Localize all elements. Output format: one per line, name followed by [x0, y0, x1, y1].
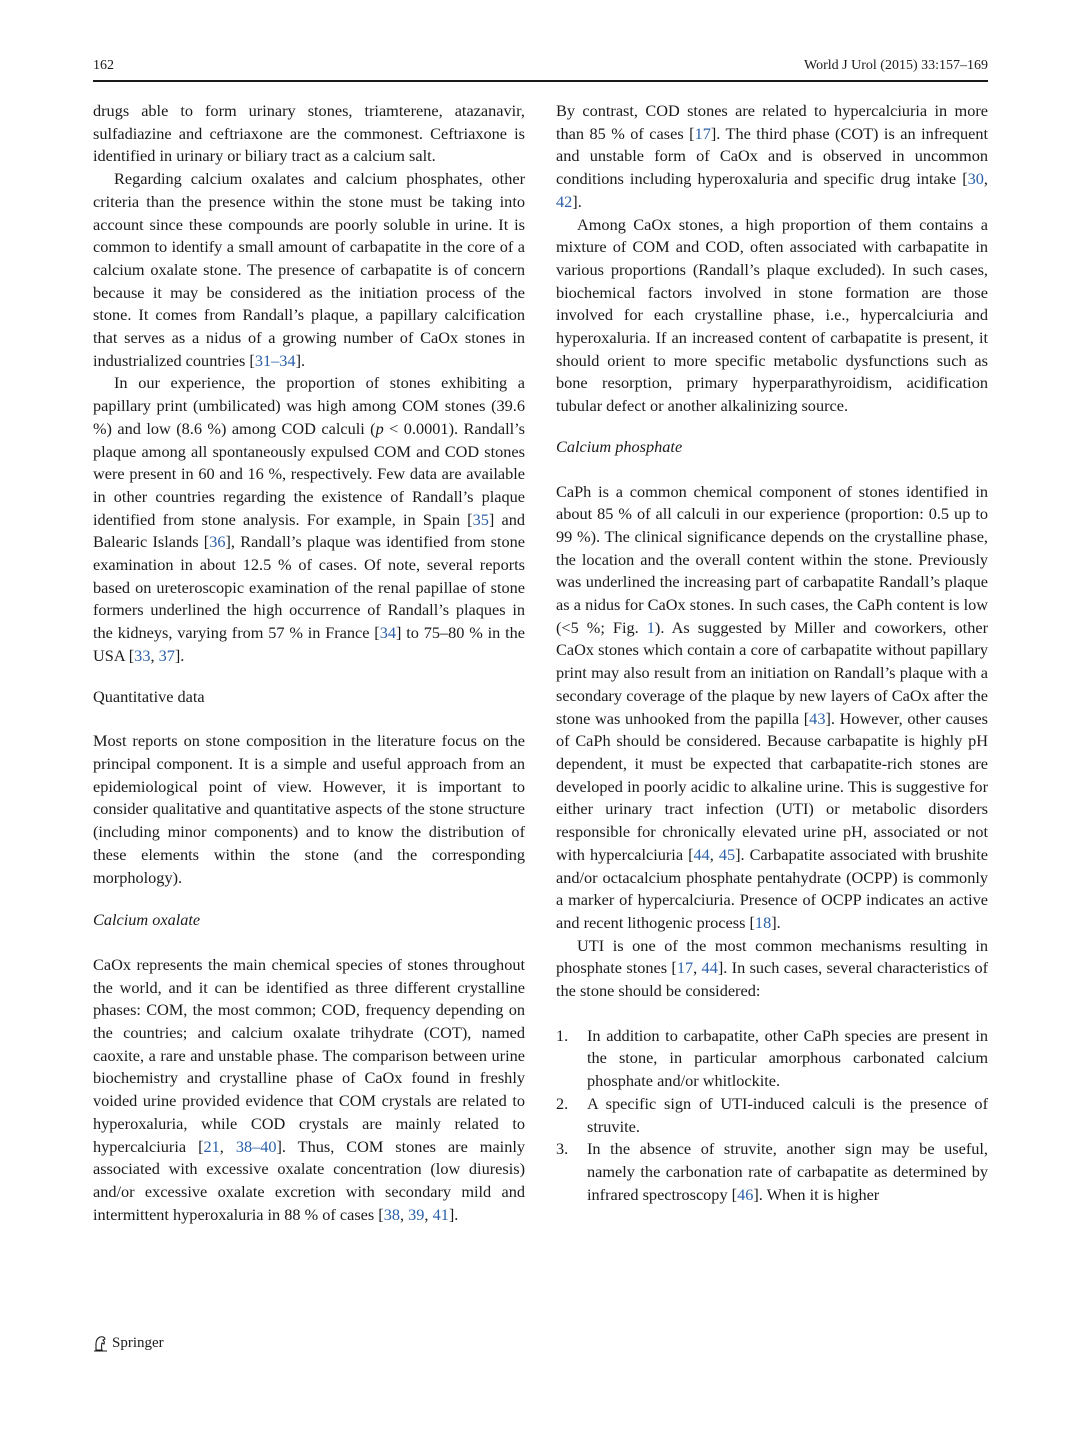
journal-citation: World J Urol (2015) 33:157–169 — [804, 58, 988, 73]
subsection-heading-calcium-oxalate: Calcium oxalate — [93, 910, 201, 930]
reference-link[interactable]: 35 — [472, 509, 489, 529]
reference-link[interactable]: 38 — [383, 1204, 400, 1224]
page-number: 162 — [93, 58, 114, 73]
list-number: 2. — [556, 1093, 569, 1113]
list-number: 1. — [556, 1025, 569, 1045]
section-heading-quantitative-data: Quantitative data — [93, 686, 205, 706]
reference-link[interactable]: 33 — [134, 645, 151, 665]
reference-link[interactable]: 30 — [967, 169, 984, 189]
list-number: 3. — [556, 1139, 569, 1159]
springer-horse-icon — [93, 1335, 108, 1352]
reference-link[interactable]: 42 — [556, 191, 573, 211]
reference-link[interactable]: 41 — [432, 1204, 449, 1224]
header-rule — [93, 80, 988, 82]
list-item: 1. In addition to carbapatite, other CaPh species are present in the stone, in particular amorphous carbonated calcium phosphate and/or whitlockite. — [556, 1025, 988, 1091]
reference-link[interactable]: 36 — [209, 532, 226, 552]
reference-link[interactable]: 21 — [203, 1136, 220, 1156]
running-header — [93, 56, 988, 78]
publisher-name: Springer — [112, 1335, 164, 1351]
reference-link[interactable]: 18 — [754, 912, 772, 932]
list-item: 3. In the absence of struvite, another sign may be useful, namely the carbonation rate of carbapatite as determined by infrared spectroscopy [46]. When it is higher — [556, 1139, 988, 1204]
reference-link[interactable]: 34 — [379, 623, 397, 643]
paragraph: CaPh is a common chemical component of stones identified in about 85 % of all calculi in our experience (proportion: 0.5 up to 99 %). The clinical significance depends on the crystalline phase, the location and the overall content within the stone. Previously was underlined the increasing part of carbapatite Randall’s plaque as a nidus for CaOx stones. In such cases, the CaPh content is low (<5 %; Fig. 1). As suggested by Miller and coworkers, other CaOx stones which contain a core of carbapatite without papillary print may also result from an initiation on Randall’s plaque with a secondary coverage of the plaque by new layers of CaOx after the stone was unhooked from the papilla [43]. However, other causes of CaPh should be considered. Because carbapatite is highly pH dependent, it must be expected that carbapatite-rich stones are developed in poorly acidic to alkaline urine. This is suggestive for either urinary tract infection (UTI) or metabolic disorders responsible for chronically elevated urine pH, associated or not with hypercalciuria [44, 45]. Carbapatite associated with brushite and/or octacalcium phosphate pentahydrate (OCPP) is commonly a marker of hypercalciuria. Presence of OCPP indicates an active and recent lithogenic process [18]. — [556, 481, 988, 932]
reference-link[interactable]: 44 — [701, 958, 718, 978]
reference-link[interactable]: 17 — [694, 123, 711, 143]
reference-link[interactable]: 45 — [718, 844, 736, 864]
paragraph: Most reports on stone composition in the literature focus on the principal component. It is a simple and useful approach from an epidemiological point of view. However, it is important to consider qualitative and quantitative aspects of the stone structure (including minor components) and to know the distribution of these elements within the stone (and the corresponding morphology). — [93, 731, 525, 887]
paragraph: In our experience, the proportion of stones exhibiting a papillary print (umbilicated) was high among COM stones (39.6 %) and low (8.6 %) among COD calculi (p < 0.0001). Randall’s plaque among all spontaneously expulsed COM and COD stones were present in 60 and 16 %, respectively. Few data are available in other countries regarding the existence of Randall’s plaque identified from stone analysis. For example, in Spain [35] and Balearic Islands [36], Randall’s plaque was identified from stone examination in about 12.5 % of cases. Of note, several reports based on ureteroscopic examination of the renal papillae of stone formers underlined the high occurrence of Randall’s plaques in the kidneys, varying from 57 % in France [34] to 75–80 % in the USA [33, 37]. — [93, 373, 526, 665]
reference-link[interactable]: 46 — [737, 1184, 754, 1204]
reference-link[interactable]: 43 — [809, 708, 826, 728]
list-item: 2. A specific sign of UTI-induced calculi is the presence of struvite. — [556, 1093, 988, 1136]
reference-link[interactable]: 38–40 — [235, 1136, 277, 1156]
paragraph: By contrast, COD stones are related to hypercalciuria in more than 85 % of cases [17]. The third phase (COT) is an infrequent and unstable form of CaOx and is observed in uncommon conditions including hyperoxaluria and specific drug intake [30, 42]. — [556, 101, 988, 211]
paragraph: CaOx represents the main chemical species of stones throughout the world, and it can be identified as three different crystalline phases: COM, the most common; COD, frequency depending on the countries; and calcium oxalate trihydrate (COT), named caoxite, a rare and unstable phase. The comparison between urine biochemistry and crystalline phase of CaOx found in freshly voided urine provided evidence that COM crystals are related to hyperoxaluria, while COD crystals are mainly related to hypercalciuria [21, 38–40]. Thus, COM stones are mainly associated with excessive oxalate concentration (low diuresis) and/or excessive oxalate excretion with secondary mild and intermittent hyperoxaluria in 88 % of cases [38, 39, 41]. — [93, 954, 526, 1224]
figure-link[interactable]: 1 — [646, 617, 655, 637]
reference-link[interactable]: 44 — [693, 844, 710, 864]
paragraph: Regarding calcium oxalates and calcium phosphates, other criteria than the presence within the stone must be taking into account since these compounds are poorly soluble in urine. It is common to identify a small amount of carbapatite in the core of a calcium oxalate stone. The presence of carbapatite is of concern because it may be considered as the initiation process of the stone. It comes from Randall’s plaque, a papillary calcification that serves as a nidus of a growing number of CaOx stones in industrialized countries [31–34]. — [93, 169, 525, 370]
reference-link[interactable]: 37 — [158, 645, 175, 665]
numbered-list — [556, 1025, 988, 1207]
reference-link[interactable]: 31–34 — [254, 350, 296, 370]
right-column — [556, 100, 988, 1206]
paragraph: Among CaOx stones, a high proportion of them contains a mixture of COM and COD, often associated with carbapatite in various proportions (Randall’s plaque excluded). In such cases, biochemical factors involved in stone formation are those involved for each crystalline phase, i.e., hypercalciuria and hyperoxaluria. If an increased content of carbapatite is present, it should orient to more specific metabolic dysfunctions such as bone resorption, primary hyperparathyroidism, acidification tubular defect or another alkalinizing source. — [556, 214, 988, 416]
left-column — [93, 100, 525, 1226]
subsection-heading-calcium-phosphate: Calcium phosphate — [556, 436, 683, 456]
paragraph: UTI is one of the most common mechanisms resulting in phosphate stones [17, 44]. In such cases, several characteristics of the stone should be considered: — [556, 935, 989, 1001]
page-footer — [93, 1335, 164, 1352]
reference-link[interactable]: 17 — [676, 958, 694, 978]
paragraph: drugs able to form urinary stones, triamterene, atazanavir, sulfadiazine and ceftriaxone are the commonest. Ceftriaxone is identified in urinary or biliary tract as a calcium salt. — [93, 101, 525, 166]
reference-link[interactable]: 39 — [408, 1204, 425, 1224]
